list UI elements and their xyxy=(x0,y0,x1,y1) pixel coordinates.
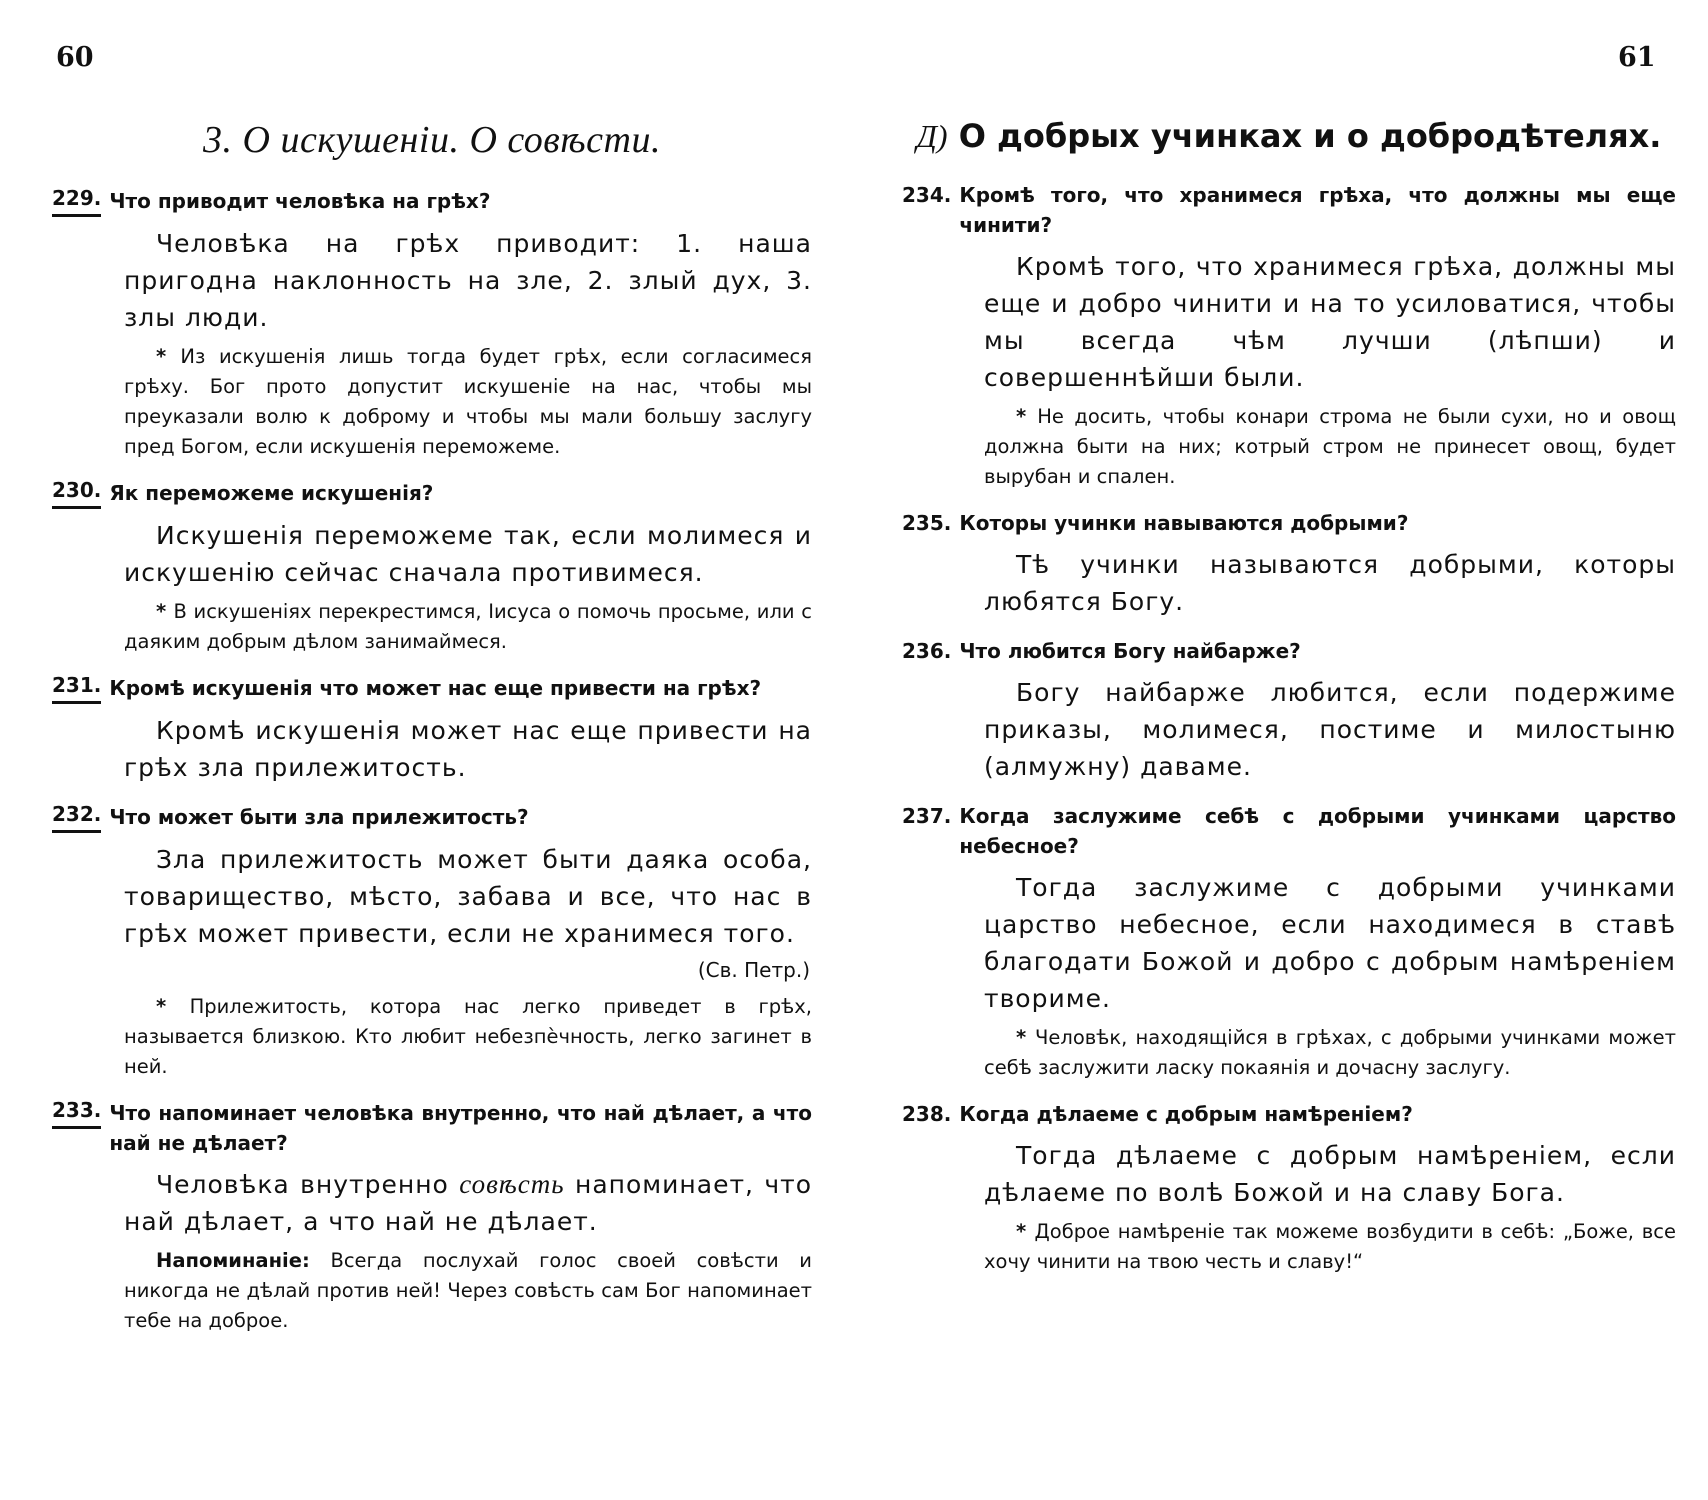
answer-text-end: напоминает, что най дѣлает, а что най не дѣлает. xyxy=(124,1170,813,1236)
question-number: 233. xyxy=(52,1098,101,1129)
right-page xyxy=(902,118,1676,1293)
answer-237: Тогда заслужиме с добрыми учинками царство небесное, если находимеся в ставѣ благодати Божой и добро с добрым намѣреніем твориме. xyxy=(984,873,1676,1013)
asterisk-icon: * xyxy=(1016,405,1038,428)
note-234 xyxy=(984,402,1676,492)
heading-lead: Д) xyxy=(916,118,948,154)
question-number: 230. xyxy=(52,478,101,509)
question-number: 235. xyxy=(902,511,952,535)
conscience-term: совѣсть xyxy=(459,1169,565,1199)
question-238 xyxy=(902,1099,1676,1129)
answer-231: Кромѣ искушенія может нас еще привести на грѣх зла прилежитость. xyxy=(124,716,812,782)
question-236 xyxy=(902,636,1676,666)
question-230 xyxy=(52,478,812,509)
asterisk-icon: * xyxy=(156,345,181,368)
question-number: 238. xyxy=(902,1102,952,1126)
qa-231 xyxy=(52,673,812,786)
answer-234: Кромѣ того, что хранимеся грѣха, должны мы еще и добро чинити и на то усиловатися, чтобы мы всегда чѣм лучши (лѣпши) и совершеннѣйши были. xyxy=(984,252,1676,392)
question-text: Кромѣ искушенія что может нас еще привести на грѣх? xyxy=(109,676,762,700)
reminder-note xyxy=(124,1246,812,1336)
question-237 xyxy=(902,801,1676,861)
note-232 xyxy=(124,992,812,1082)
reminder-label: Напоминаніе: xyxy=(156,1249,310,1272)
answer-232: Зла прилежитость может быти даяка особа, товарищество, мѣсто, забава и все, что нас в грѣх может привести, если не хранимеся того. xyxy=(124,845,812,948)
section-heading-temptation: 3. О искушеніи. О совѣсти. xyxy=(203,119,661,161)
question-text: Когда заслужиме себѣ с добрыми учинками царство небесное? xyxy=(959,804,1676,858)
qa-236 xyxy=(902,636,1676,785)
question-229 xyxy=(52,186,812,217)
note-230 xyxy=(124,597,812,657)
question-number: 234. xyxy=(902,183,952,207)
qa-238 xyxy=(902,1099,1676,1277)
question-text: Что может быти зла прилежитость? xyxy=(109,805,529,829)
answer-236: Богу найбарже любится, если подержиме приказы, молимеся, постиме и милостыню (алмужну) даваме. xyxy=(984,678,1676,781)
page-number-left: 60 xyxy=(56,42,94,73)
note-237 xyxy=(984,1023,1676,1083)
question-231 xyxy=(52,673,812,704)
question-text: Кромѣ того, что хранимеся грѣха, что должны мы еще чинити? xyxy=(959,183,1676,237)
asterisk-icon: * xyxy=(1016,1220,1035,1243)
answer-230: Искушенія переможеме так, если молимеся и искушенію сейчас сначала противимеся. xyxy=(124,521,812,587)
qa-235 xyxy=(902,508,1676,620)
question-number: 236. xyxy=(902,639,952,663)
reminder-text: Всегда послухай голос своей совѣсти и никогда не дѣлай против ней! Через совѣсть сам Бог напоминает тебе на доброе. xyxy=(124,1249,812,1332)
note-229 xyxy=(124,342,812,462)
page-number-right: 61 xyxy=(1618,42,1656,73)
question-233 xyxy=(52,1098,812,1158)
qa-232 xyxy=(52,802,812,1082)
note-text: Доброе намѣреніе так можеме возбудити в себѣ: „Боже, все хочу чинити на твою честь и славу!“ xyxy=(984,1220,1676,1273)
question-text: Что любится Богу найбарже? xyxy=(959,639,1301,663)
qa-237 xyxy=(902,801,1676,1083)
question-text: Что приводит человѣка на грѣх? xyxy=(109,189,491,213)
question-text: Которы учинки навываются добрыми? xyxy=(959,511,1409,535)
qa-229 xyxy=(52,186,812,462)
answer-text-start: Человѣка внутренно xyxy=(156,1170,449,1199)
question-number: 229. xyxy=(52,186,101,217)
question-number: 232. xyxy=(52,802,101,833)
qa-234 xyxy=(902,180,1676,492)
answer-229: Человѣка на грѣх приводит: 1. наша пригодна наклонность на зле, 2. злый дух, 3. злы люди. xyxy=(124,229,812,332)
citation: (Св. Петр.) xyxy=(697,958,810,982)
answer-238: Тогда дѣлаеме с добрым намѣреніем, если дѣлаеме по волѣ Божой и на славу Бога. xyxy=(984,1141,1676,1207)
question-text: Як переможеме искушенія? xyxy=(109,481,434,505)
question-text: Что напоминает человѣка внутренно, что най дѣлает, а что най не дѣлает? xyxy=(109,1101,812,1155)
left-page xyxy=(52,118,812,1352)
question-232 xyxy=(52,802,812,833)
note-text: Не досить, чтобы конари строма не были сухи, но и овощ должна быти на них; котрый стром не принесет овощ, будет вырубан и спален. xyxy=(984,405,1676,488)
section-heading-good-deeds xyxy=(902,118,1676,154)
note-text: В искушеніях перекрестимся, Іисуса о помочь просьме, или с даяким добрым дѣлом занимаймеся. xyxy=(124,600,812,653)
question-234 xyxy=(902,180,1676,240)
answer-233 xyxy=(124,1166,812,1240)
qa-233 xyxy=(52,1098,812,1336)
question-235 xyxy=(902,508,1676,538)
asterisk-icon: * xyxy=(1016,1026,1035,1049)
note-238 xyxy=(984,1217,1676,1277)
qa-230 xyxy=(52,478,812,657)
question-number: 231. xyxy=(52,673,101,704)
note-text: Человѣк, находящійся в грѣхах, с добрыми учинками может себѣ заслужити ласку покаянія и дочасну заслугу. xyxy=(984,1026,1676,1079)
question-number: 237. xyxy=(902,804,952,828)
note-text: Из искушенія лишь тогда будет грѣх, если согласимеся грѣху. Бог прото допустит искушеніе на нас, чтобы мы преуказали волю к доброму и чтобы мы мали большу заслугу пред Богом, если искушенія переможеме. xyxy=(124,345,812,458)
asterisk-icon: * xyxy=(156,600,174,623)
asterisk-icon: * xyxy=(156,995,190,1018)
question-text: Когда дѣлаеме с добрым намѣреніем? xyxy=(959,1102,1413,1126)
note-text: Прилежитость, котора нас легко приведет в грѣх, называется близкою. Кто любит небезпѐчность, легко загинет в ней. xyxy=(124,995,812,1078)
answer-235: Тѣ учинки называются добрыми, которы любятся Богу. xyxy=(984,550,1676,616)
heading-text: О добрых учинках и о добродѣтелях. xyxy=(958,117,1662,155)
